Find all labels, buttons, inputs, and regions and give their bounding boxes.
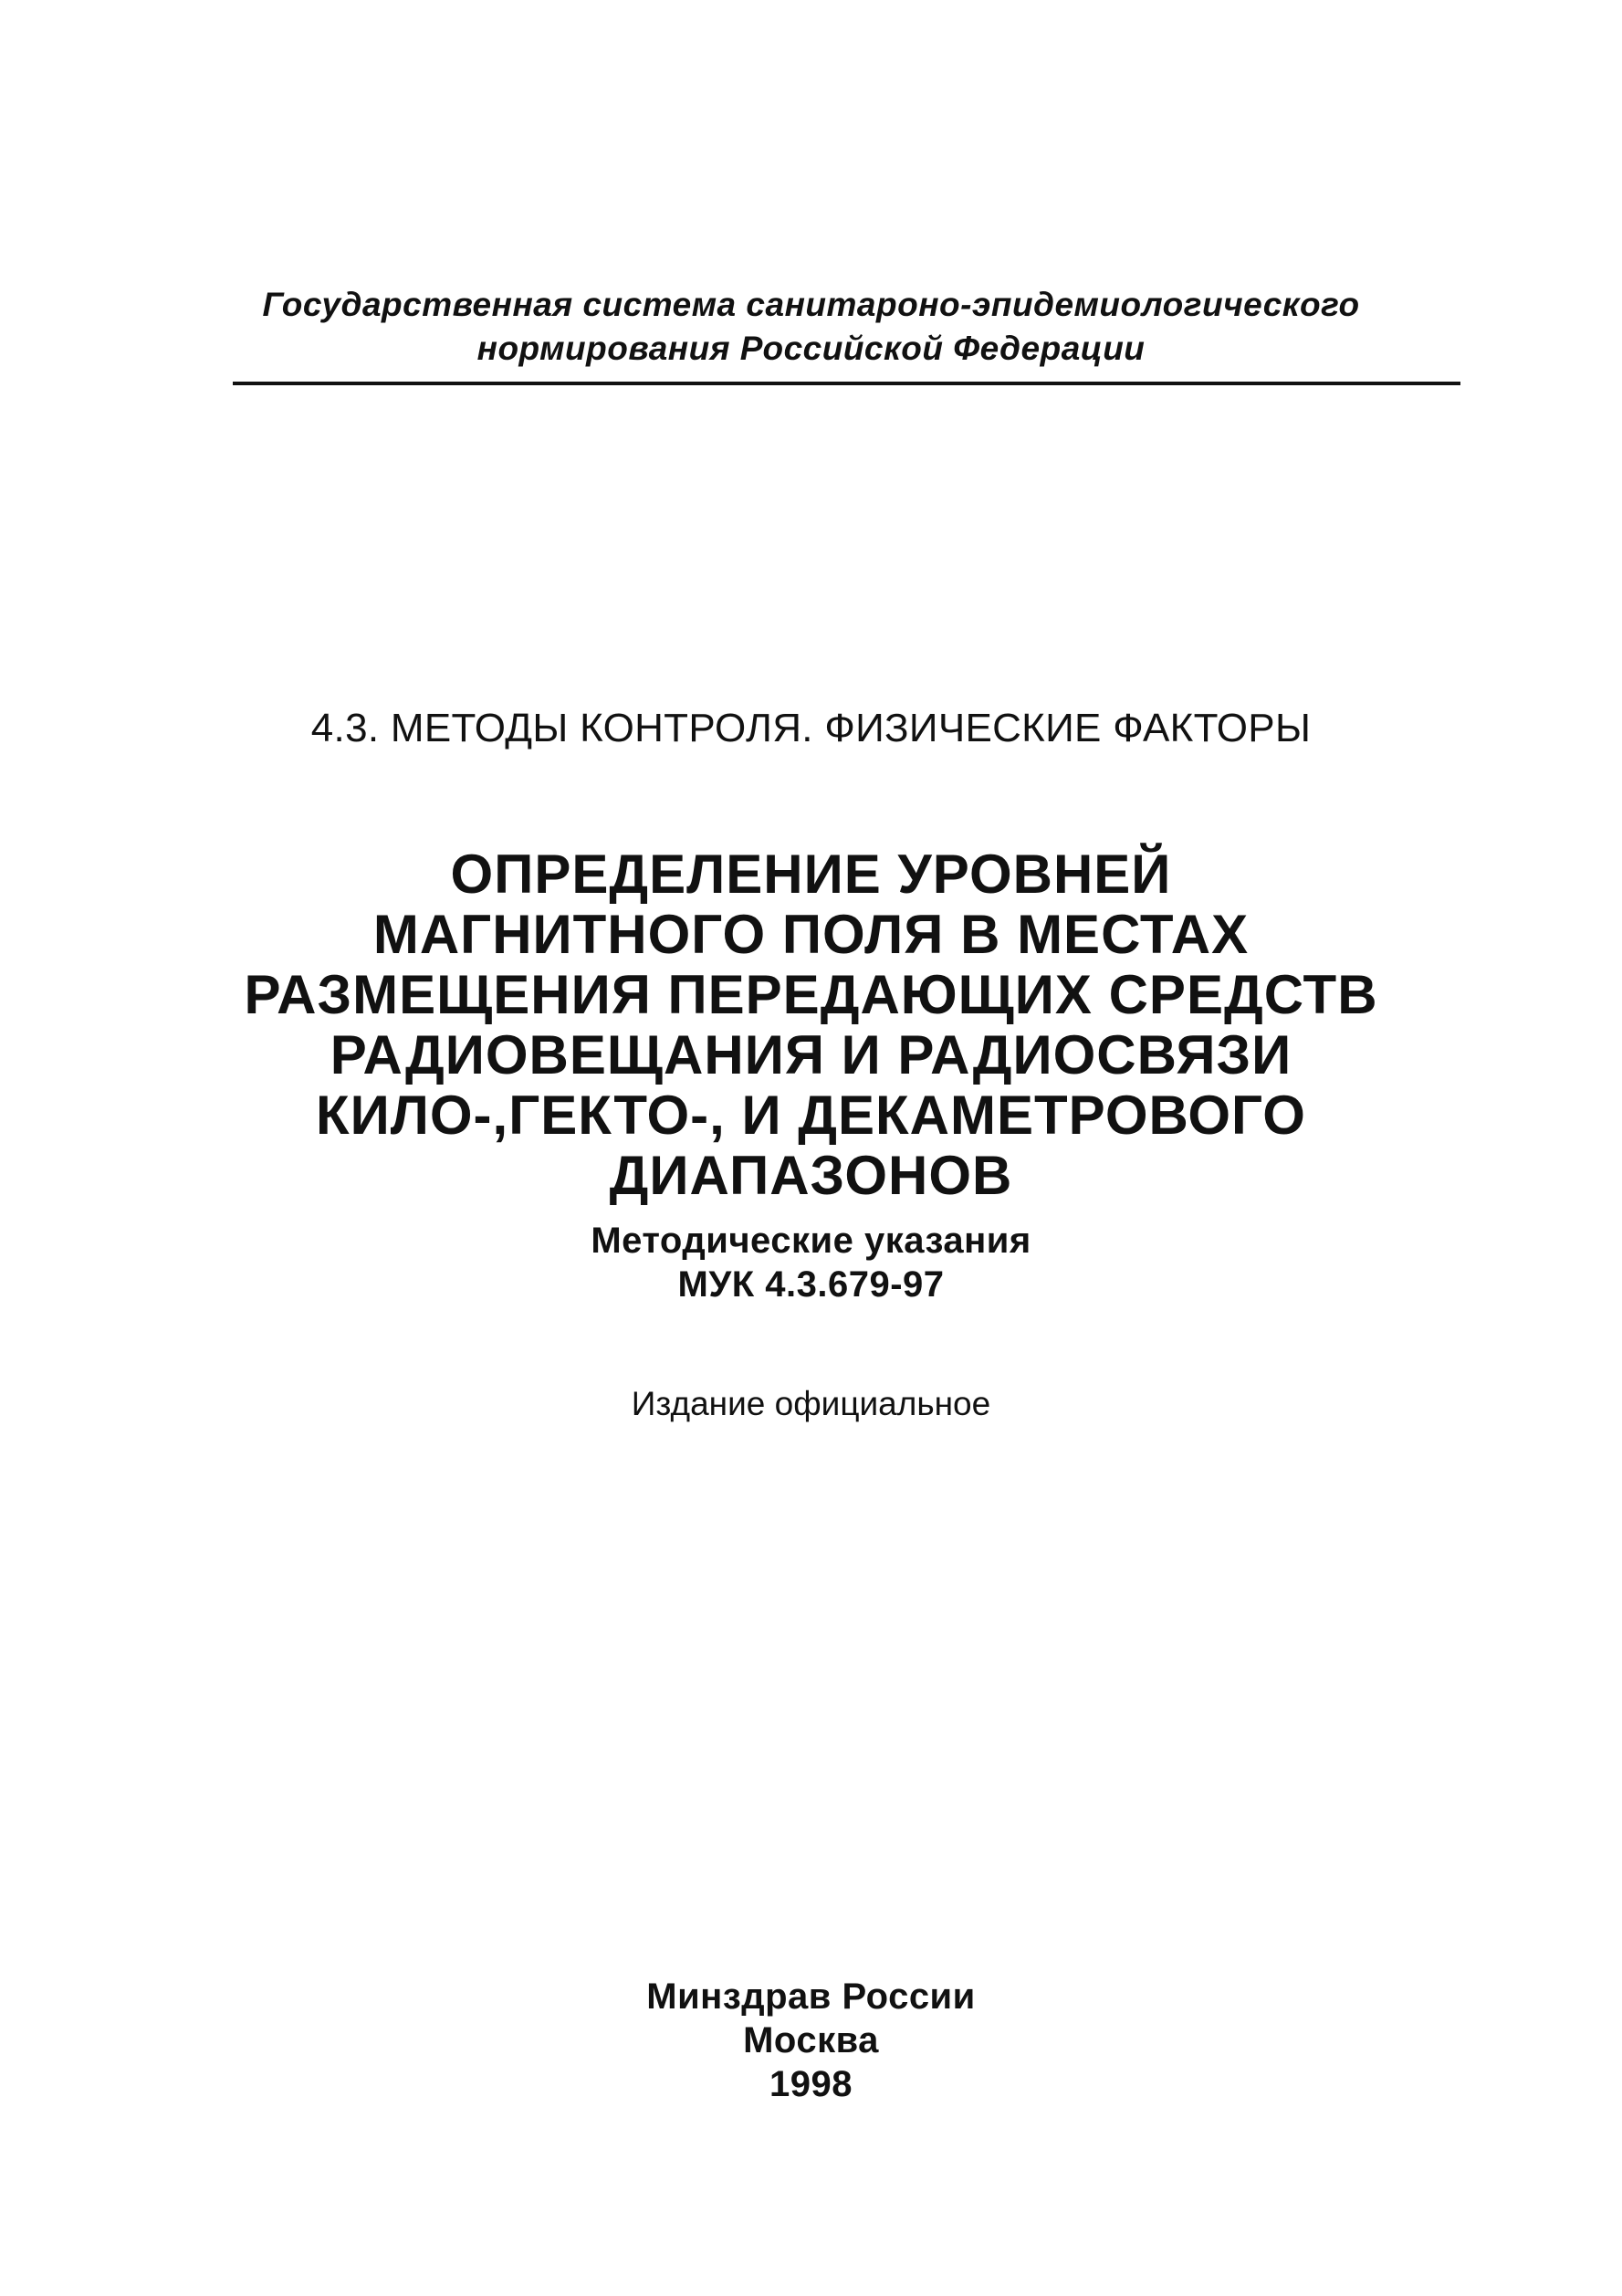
- publisher-city: Москва: [743, 2020, 879, 2060]
- issuer-header-line-1: Государственная система санитароно-эпидемиологического: [262, 286, 1360, 323]
- document-type-label: Методические указания: [591, 1221, 1031, 1261]
- header-divider: [233, 382, 1460, 385]
- title-line-2: МАГНИТНОГО ПОЛЯ В МЕСТАХ: [372, 904, 1250, 965]
- edition-note: Издание официальное: [631, 1385, 991, 1422]
- publisher-block: [0, 1975, 1622, 2106]
- title-line-1: ОПРЕДЕЛЕНИЕ УРОВНЕЙ: [450, 844, 1172, 905]
- title-line-4: РАДИОВЕЩАНИЯ И РАДИОСВЯЗИ: [330, 1024, 1292, 1085]
- issuer-header-line-2: нормирования Российской Федерации: [476, 330, 1146, 367]
- document-title: [0, 844, 1622, 1206]
- publication-year: 1998: [769, 2064, 853, 2104]
- document-type: [0, 1219, 1622, 1306]
- title-line-3: РАЗМЕЩЕНИЯ ПЕРЕДАЮЩИХ СРЕДСТВ: [244, 964, 1378, 1025]
- title-line-6: ДИАПАЗОНОВ: [609, 1145, 1013, 1206]
- issuer-header: [0, 283, 1622, 371]
- section-heading: 4.3. МЕТОДЫ КОНТРОЛЯ. ФИЗИЧЕСКИЕ ФАКТОРЫ: [310, 706, 1312, 750]
- title-line-5: КИЛО-,ГЕКТО-, И ДЕКАМЕТРОВОГО: [316, 1085, 1306, 1146]
- document-code: МУК 4.3.679-97: [677, 1264, 945, 1305]
- publisher-name: Минздрав России: [646, 1976, 976, 2017]
